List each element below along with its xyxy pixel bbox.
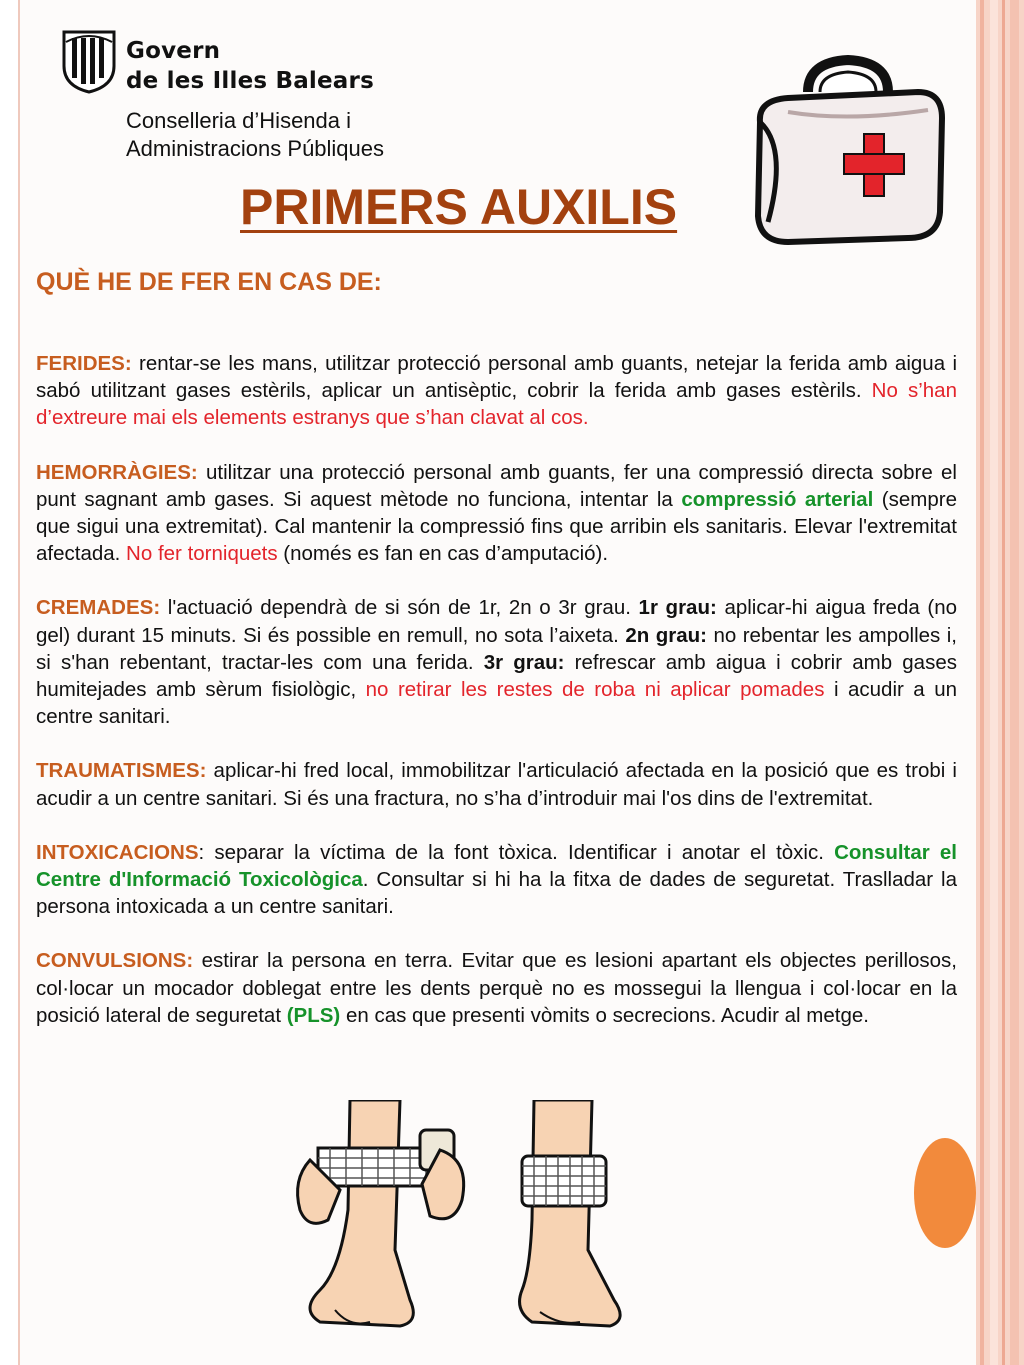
left-edge-line xyxy=(18,0,20,1365)
warning-torniquets: No fer torniquets xyxy=(126,542,278,566)
text-convulsions-2: en cas que presenti vòmits o secrecions. Acudir al metge. xyxy=(340,1003,869,1027)
bandaged-leg-illustration xyxy=(510,1100,650,1330)
text-ferides: rentar-se les mans, utilitzar protecció personal amb guants, netejar la ferida amb aigua i sabó utilitzant gases estèrils, aplicar un antisèptic, cobrir la ferida amb gases estèrils. xyxy=(36,352,957,403)
label-1r-grau: 1r grau: xyxy=(638,596,717,620)
warning-ferides: No s’han d’extreure mai els elements estranys que s’han clavat al cos. xyxy=(36,379,957,430)
heading-cremades: CREMADES: xyxy=(36,596,161,620)
text-cremades-4: refrescar amb aigua i cobrir amb gases humitejades amb sèrum fisiològic, xyxy=(36,650,957,702)
heading-intoxicacions: INTOXICACIONS xyxy=(36,840,199,864)
text-cremades-5: i acudir a un centre sanitari. xyxy=(36,678,958,729)
heading-hemorragies: HEMORRÀGIES: xyxy=(36,460,198,484)
text-cremades-2: aplicar-hi aigua freda (no gel) durant 15 minuts. Si és possible en remull, no sota l’aixeta. xyxy=(36,596,958,647)
logo-text-illes-balears: de les Illes Balears xyxy=(126,68,374,94)
logo-text-govern: Govern xyxy=(126,38,221,64)
text-intoxicacions-2: . Consultar si hi ha la fitxa de dades de seguretat. Traslladar la persona intoxicada a un centre sanitari. xyxy=(36,868,958,919)
section-hemorragies xyxy=(36,459,957,568)
government-logo xyxy=(60,28,440,168)
heading-convulsions: CONVULSIONS: xyxy=(36,949,194,973)
highlight-toxicologia: Consultar el Centre d'Informació Toxicològica xyxy=(36,840,957,892)
text-hemorragies-3: (només es fan en cas d’amputació). xyxy=(277,542,609,566)
content-body xyxy=(36,350,957,1056)
text-hemorragies-1: utilitzar una protecció personal amb guants, fer una compressió directa sobre el punt sagnant amb gases. Si aquest mètode no funciona, intentar la xyxy=(36,460,957,511)
text-cremades-3: no rebentar les ampolles i, si s'han rebentant, tractar-les com una ferida. xyxy=(36,623,957,674)
warning-cremades: no retirar les restes de roba ni aplicar pomades xyxy=(365,678,825,702)
first-aid-kit-icon xyxy=(748,52,948,248)
label-3r-grau: 3r grau: xyxy=(483,650,565,674)
heading-traumatismes: TRAUMATISMES: xyxy=(36,759,207,783)
bandaging-hands-illustration xyxy=(290,1100,480,1330)
text-intoxicacions-1: : separar la víctima de la font tòxica. Identificar i anotar el tòxic. xyxy=(198,840,835,864)
decorative-stripes xyxy=(976,0,1024,1365)
page-subtitle: QUÈ HE DE FER EN CAS DE: xyxy=(36,268,382,296)
heading-ferides: FERIDES: xyxy=(36,352,132,375)
section-cremades xyxy=(36,594,957,730)
highlight-compressio-arterial: compressió arterial xyxy=(681,487,874,511)
section-intoxicacions xyxy=(36,839,957,921)
coat-of-arms-icon xyxy=(60,28,118,94)
text-hemorragies-2: (sempre que sigui una extremitat). Cal mantenir la compressió fins que arribin els sanitaris. Elevar l'extremitat afectada. xyxy=(36,487,957,566)
text-convulsions-1: estirar la persona en terra. Evitar que es lesioni apartant els objectes perillosos, col·locar un mocador doblegat entre les dents perquè no es mossegui la llengua i col·locar en la posició lateral de seguretat xyxy=(36,949,957,1027)
department-line-2: Administracions Públiques xyxy=(126,136,385,161)
text-traumatismes: aplicar-hi fred local, immobilitzar l'articulació afectada en la posició que es trobi i acudir a un centre sanitari. Si és una fractura, no s’ha d’introduir mai l'os dins de l'extremitat. xyxy=(36,759,957,810)
section-traumatismes xyxy=(36,757,957,811)
text-cremades-1: l'actuació dependrà de si són de 1r, 2n o 3r grau. xyxy=(160,596,639,620)
department-line-1: Conselleria d’Hisenda i xyxy=(126,108,352,133)
decorative-orange-oval xyxy=(914,1138,976,1248)
highlight-pls: (PLS) xyxy=(286,1003,341,1027)
label-2n-grau: 2n grau: xyxy=(625,623,707,647)
section-ferides xyxy=(36,350,957,432)
page-title: PRIMERS AUXILIS xyxy=(240,179,678,235)
section-convulsions xyxy=(36,947,957,1029)
